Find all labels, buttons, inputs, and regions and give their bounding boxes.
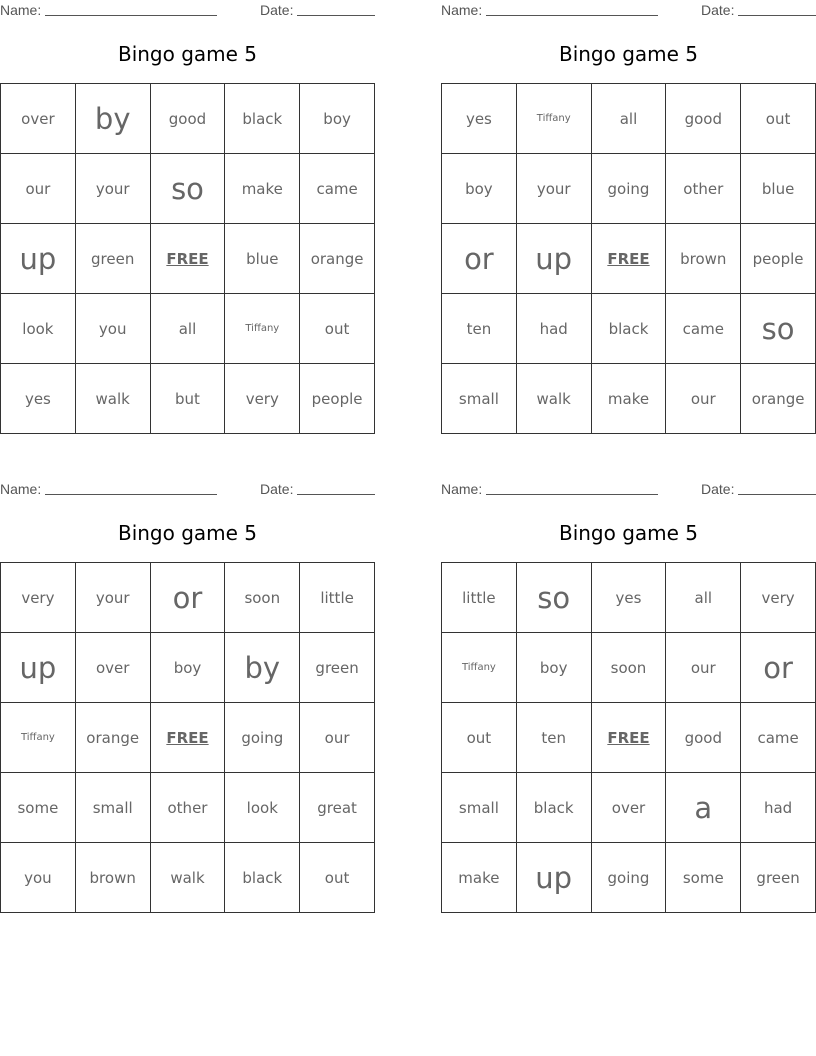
bingo-cell[interactable]: small bbox=[76, 773, 151, 843]
card-header bbox=[441, 479, 816, 499]
card-title: Bingo game 5 bbox=[558, 521, 699, 545]
bingo-cell[interactable]: look bbox=[225, 773, 300, 843]
name-field[interactable] bbox=[486, 15, 658, 16]
bingo-cell[interactable]: very bbox=[741, 563, 816, 633]
bingo-cell[interactable]: you bbox=[1, 843, 76, 913]
bingo-card-1 bbox=[0, 0, 375, 435]
bingo-cell[interactable]: out bbox=[300, 843, 375, 913]
bingo-cell[interactable]: orange bbox=[300, 224, 375, 294]
bingo-grid bbox=[0, 562, 375, 913]
name-field[interactable] bbox=[45, 15, 217, 16]
bingo-cell[interactable]: or bbox=[741, 633, 816, 703]
bingo-cell[interactable]: other bbox=[666, 154, 741, 224]
bingo-cell[interactable]: blue bbox=[225, 224, 300, 294]
bingo-cell[interactable]: good bbox=[151, 84, 226, 154]
bingo-cell[interactable]: came bbox=[741, 703, 816, 773]
free-space[interactable]: FREE bbox=[592, 703, 667, 773]
bingo-cell[interactable]: our bbox=[1, 154, 76, 224]
bingo-cell[interactable]: brown bbox=[666, 224, 741, 294]
bingo-cell[interactable]: orange bbox=[741, 364, 816, 434]
bingo-cell[interactable]: very bbox=[225, 364, 300, 434]
bingo-cell[interactable]: black bbox=[225, 84, 300, 154]
date-field[interactable] bbox=[738, 494, 816, 495]
bingo-cell[interactable]: good bbox=[666, 703, 741, 773]
bingo-cell[interactable]: or bbox=[151, 563, 226, 633]
bingo-cell[interactable]: make bbox=[225, 154, 300, 224]
bingo-grid bbox=[441, 83, 816, 434]
bingo-cell[interactable]: make bbox=[442, 843, 517, 913]
bingo-cell[interactable]: small bbox=[442, 364, 517, 434]
bingo-cell[interactable]: but bbox=[151, 364, 226, 434]
bingo-cell[interactable]: going bbox=[592, 843, 667, 913]
date-label: Date: bbox=[260, 2, 294, 18]
bingo-cell[interactable]: or bbox=[442, 224, 517, 294]
date-field[interactable] bbox=[297, 15, 375, 16]
bingo-cell[interactable]: green bbox=[76, 224, 151, 294]
date-field[interactable] bbox=[738, 15, 816, 16]
bingo-cell[interactable]: soon bbox=[225, 563, 300, 633]
bingo-cell[interactable]: green bbox=[300, 633, 375, 703]
bingo-cell[interactable]: good bbox=[666, 84, 741, 154]
bingo-cell[interactable]: yes bbox=[442, 84, 517, 154]
card-header bbox=[441, 0, 816, 20]
bingo-cell[interactable]: a bbox=[666, 773, 741, 843]
bingo-cell[interactable]: Tiffany bbox=[442, 633, 517, 703]
bingo-cell[interactable]: our bbox=[666, 633, 741, 703]
bingo-card-2 bbox=[441, 0, 816, 435]
bingo-cell[interactable]: up bbox=[517, 843, 592, 913]
bingo-cell[interactable]: up bbox=[517, 224, 592, 294]
bingo-cell[interactable]: soon bbox=[592, 633, 667, 703]
bingo-cell[interactable]: ten bbox=[442, 294, 517, 364]
bingo-cell[interactable]: some bbox=[1, 773, 76, 843]
bingo-cell[interactable]: some bbox=[666, 843, 741, 913]
bingo-cell[interactable]: so bbox=[517, 563, 592, 633]
bingo-cell[interactable]: up bbox=[1, 224, 76, 294]
bingo-cell[interactable]: yes bbox=[592, 563, 667, 633]
bingo-cell[interactable]: over bbox=[76, 633, 151, 703]
bingo-cell[interactable]: other bbox=[151, 773, 226, 843]
free-space[interactable]: FREE bbox=[151, 224, 226, 294]
bingo-cell[interactable]: all bbox=[151, 294, 226, 364]
bingo-cell[interactable]: boy bbox=[442, 154, 517, 224]
card-header bbox=[0, 479, 375, 499]
date-label: Date: bbox=[701, 481, 735, 497]
bingo-cell[interactable]: look bbox=[1, 294, 76, 364]
card-title: Bingo game 5 bbox=[117, 42, 258, 66]
bingo-cell[interactable]: so bbox=[741, 294, 816, 364]
bingo-grid bbox=[441, 562, 816, 913]
bingo-cell[interactable]: very bbox=[1, 563, 76, 633]
card-title: Bingo game 5 bbox=[117, 521, 258, 545]
bingo-cell[interactable]: had bbox=[517, 294, 592, 364]
bingo-cell[interactable]: your bbox=[76, 563, 151, 633]
name-label: Name: bbox=[0, 2, 42, 18]
bingo-grid bbox=[0, 83, 375, 434]
bingo-card-3 bbox=[0, 479, 375, 914]
bingo-cell[interactable]: all bbox=[592, 84, 667, 154]
bingo-cell[interactable]: over bbox=[1, 84, 76, 154]
name-label: Name: bbox=[441, 2, 483, 18]
bingo-cell[interactable]: small bbox=[442, 773, 517, 843]
bingo-cell[interactable]: had bbox=[741, 773, 816, 843]
bingo-cell[interactable]: Tiffany bbox=[517, 84, 592, 154]
bingo-cell[interactable]: boy bbox=[300, 84, 375, 154]
bingo-cell[interactable]: out bbox=[300, 294, 375, 364]
bingo-cell[interactable]: came bbox=[666, 294, 741, 364]
bingo-cell[interactable]: great bbox=[300, 773, 375, 843]
bingo-cell[interactable]: walk bbox=[76, 364, 151, 434]
bingo-cell[interactable]: so bbox=[151, 154, 226, 224]
bingo-cell[interactable]: Tiffany bbox=[1, 703, 76, 773]
bingo-cell[interactable]: came bbox=[300, 154, 375, 224]
card-title: Bingo game 5 bbox=[558, 42, 699, 66]
bingo-cell[interactable]: walk bbox=[151, 843, 226, 913]
name-field[interactable] bbox=[45, 494, 217, 495]
free-space[interactable]: FREE bbox=[592, 224, 667, 294]
bingo-cell[interactable]: people bbox=[300, 364, 375, 434]
bingo-cell[interactable]: orange bbox=[76, 703, 151, 773]
bingo-cell[interactable]: by bbox=[225, 633, 300, 703]
bingo-cell[interactable]: our bbox=[300, 703, 375, 773]
bingo-cell[interactable]: green bbox=[741, 843, 816, 913]
bingo-cell[interactable]: make bbox=[592, 364, 667, 434]
date-label: Date: bbox=[260, 481, 294, 497]
bingo-cell[interactable]: up bbox=[1, 633, 76, 703]
free-space[interactable]: FREE bbox=[151, 703, 226, 773]
bingo-cell[interactable]: going bbox=[225, 703, 300, 773]
bingo-cell[interactable]: yes bbox=[1, 364, 76, 434]
bingo-cell[interactable]: over bbox=[592, 773, 667, 843]
bingo-cell[interactable]: our bbox=[666, 364, 741, 434]
card-header bbox=[0, 0, 375, 20]
bingo-cell[interactable]: black bbox=[517, 773, 592, 843]
bingo-cell[interactable]: Tiffany bbox=[225, 294, 300, 364]
bingo-cell[interactable]: black bbox=[592, 294, 667, 364]
name-label: Name: bbox=[441, 481, 483, 497]
date-field[interactable] bbox=[297, 494, 375, 495]
bingo-cell[interactable]: by bbox=[76, 84, 151, 154]
bingo-cell[interactable]: out bbox=[741, 84, 816, 154]
bingo-cell[interactable]: black bbox=[225, 843, 300, 913]
bingo-cell[interactable]: walk bbox=[517, 364, 592, 434]
bingo-cell[interactable]: boy bbox=[151, 633, 226, 703]
date-label: Date: bbox=[701, 2, 735, 18]
bingo-cell[interactable]: your bbox=[76, 154, 151, 224]
bingo-card-4 bbox=[441, 479, 816, 914]
bingo-cell[interactable]: out bbox=[442, 703, 517, 773]
bingo-cell[interactable]: little bbox=[300, 563, 375, 633]
bingo-cell[interactable]: you bbox=[76, 294, 151, 364]
name-field[interactable] bbox=[486, 494, 658, 495]
bingo-cell[interactable]: ten bbox=[517, 703, 592, 773]
bingo-cell[interactable]: little bbox=[442, 563, 517, 633]
bingo-cell[interactable]: blue bbox=[741, 154, 816, 224]
bingo-cell[interactable]: your bbox=[517, 154, 592, 224]
name-label: Name: bbox=[0, 481, 42, 497]
bingo-cell[interactable]: brown bbox=[76, 843, 151, 913]
bingo-cell[interactable]: boy bbox=[517, 633, 592, 703]
bingo-cell[interactable]: people bbox=[741, 224, 816, 294]
bingo-cell[interactable]: all bbox=[666, 563, 741, 633]
bingo-cell[interactable]: going bbox=[592, 154, 667, 224]
